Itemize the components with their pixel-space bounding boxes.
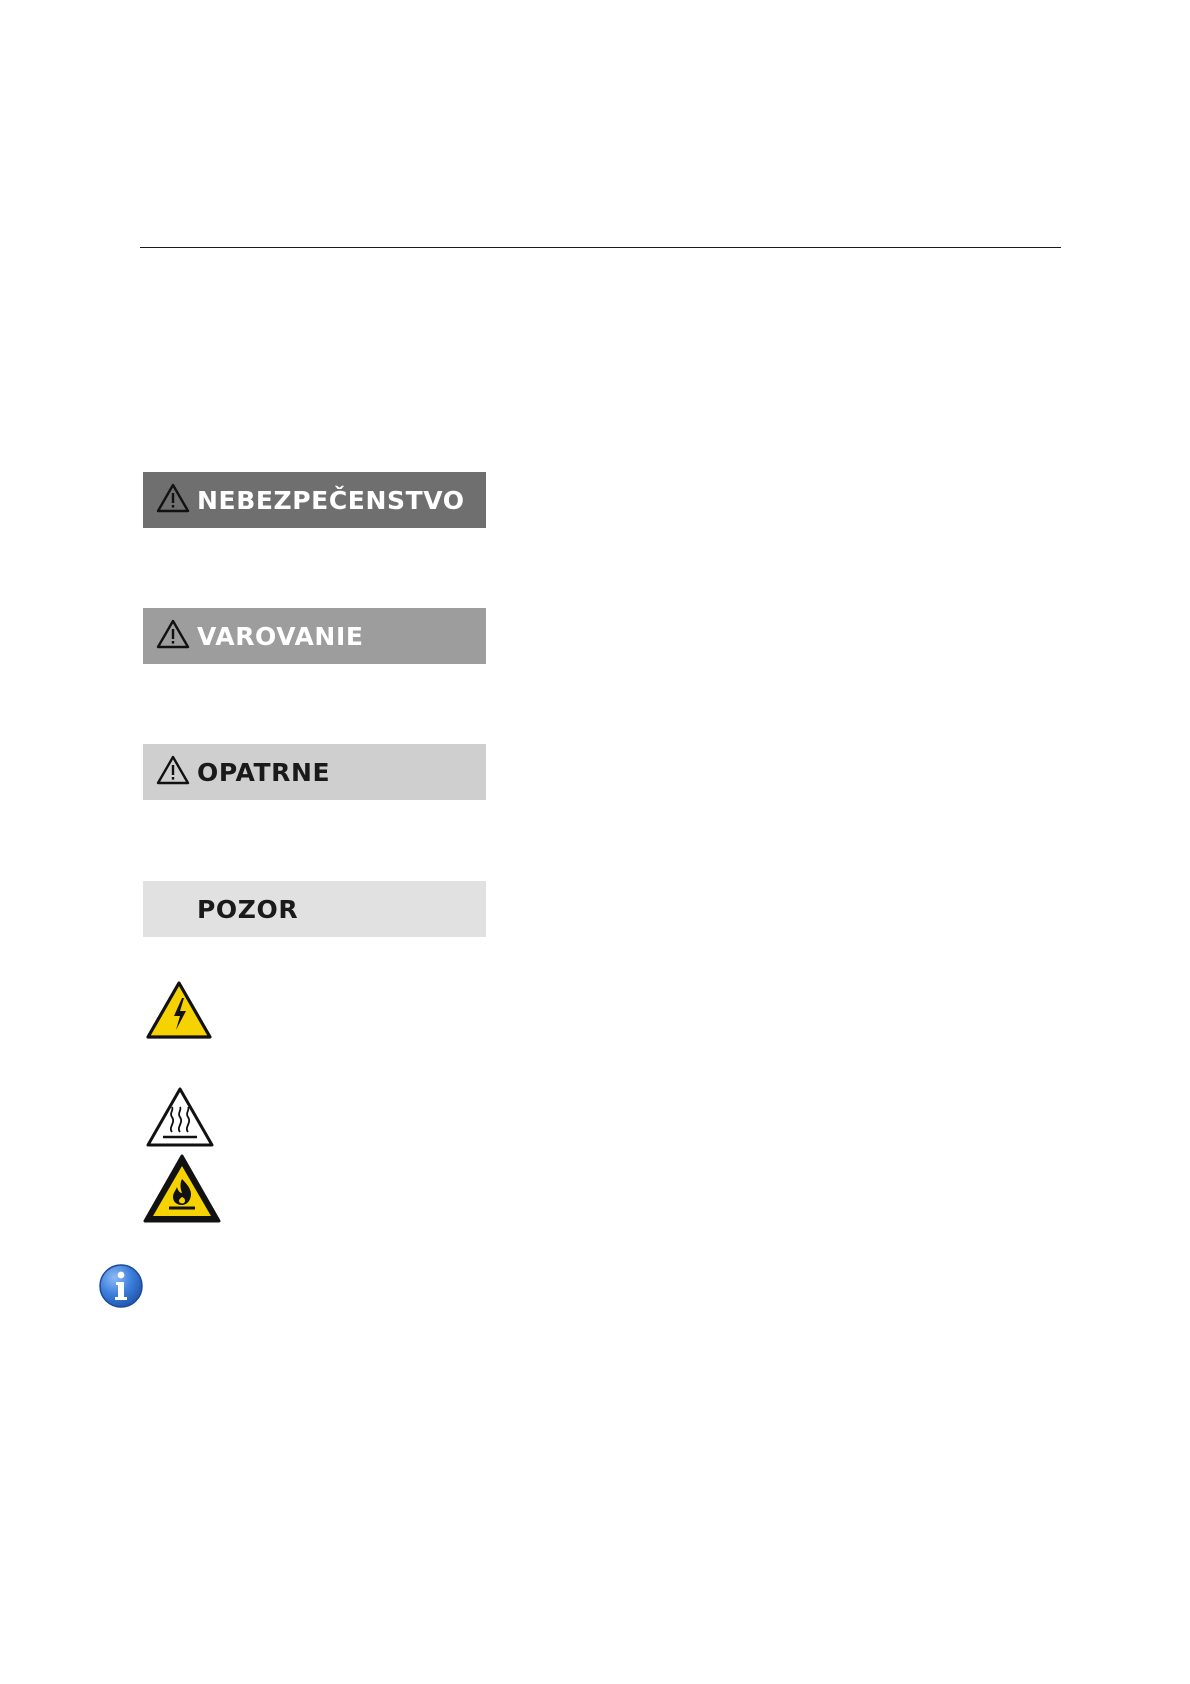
info-icon: [98, 1263, 144, 1309]
caution-label: OPATRNE: [197, 758, 331, 787]
danger-label: NEBEZPEČENSTVO: [197, 486, 465, 515]
warning-label: VAROVANIE: [197, 622, 364, 651]
notice-label: POZOR: [197, 895, 299, 924]
notice-banner: [143, 881, 486, 937]
electrical-hazard-icon: [145, 980, 213, 1040]
flammable-icon: [142, 1153, 222, 1225]
hot-surface-icon: [145, 1086, 215, 1148]
danger-banner: [143, 472, 486, 528]
warning-triangle-icon: [156, 619, 190, 649]
warning-triangle-icon: [156, 755, 190, 785]
header-rule: [140, 247, 1061, 248]
warning-triangle-icon: [156, 483, 190, 513]
warning-banner: [143, 608, 486, 664]
caution-banner: [143, 744, 486, 800]
